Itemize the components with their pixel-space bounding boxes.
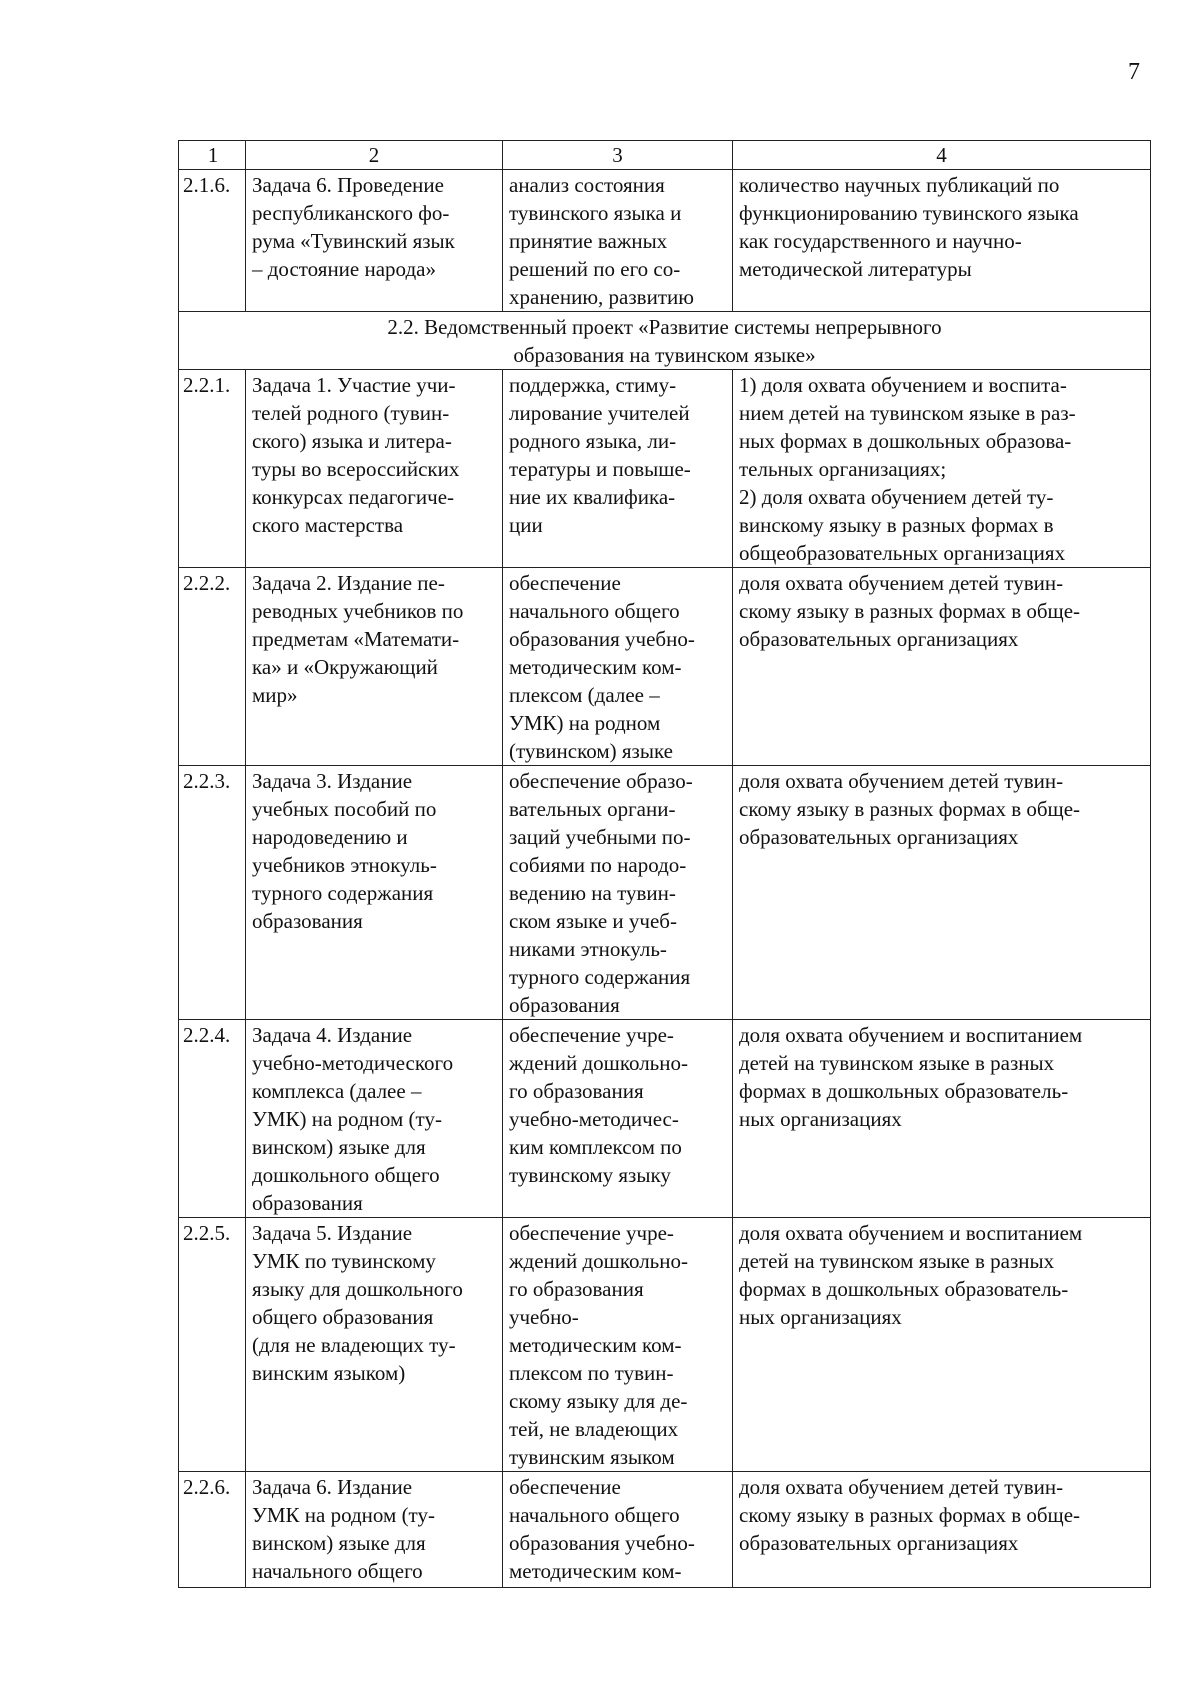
task-cell: Задача 6. Издание УМК на родном (ту- винском) языке для начального общего xyxy=(246,1472,503,1588)
table-row xyxy=(179,766,1151,1020)
table-row xyxy=(179,170,1151,312)
table-row xyxy=(179,370,1151,568)
row-number: 2.2.5. xyxy=(179,1218,246,1472)
task-cell: Задача 2. Издание пе- реводных учебников по предметам «Математи- ка» и «Окружающий мир» xyxy=(246,568,503,766)
result-cell: обеспечение учре- ждений дошкольно- го образования учебно-методичес- ким комплексом по тувинскому языку xyxy=(503,1020,733,1218)
result-cell: обеспечение образо- вательных органи- заций учебными по- собиями по народо- ведению на тувин- ском языке и учеб- никами этнокуль- турного содержания образования xyxy=(503,766,733,1020)
result-cell: обеспечение начального общего образования учебно- методическим ком- xyxy=(503,1472,733,1588)
task-cell: Задача 3. Издание учебных пособий по народоведению и учебников этнокуль- турного содержания образования xyxy=(246,766,503,1020)
result-cell: поддержка, стиму- лирование учителей родного языка, ли- тературы и повыше- ние их квалифика- ции xyxy=(503,370,733,568)
indicator-cell: 1) доля охвата обучением и воспита- нием детей на тувинском языке в раз- ных формах в дошкольных образова- тельных организациях; 2) доля охвата обучением детей ту- винскому языку в разных формах в общеобразовательных организациях xyxy=(733,370,1151,568)
row-number: 2.2.1. xyxy=(179,370,246,568)
section-row xyxy=(179,312,1151,370)
indicator-cell: количество научных публикаций по функционированию тувинского языка как государственного и научно- методической литературы xyxy=(733,170,1151,312)
task-cell: Задача 1. Участие учи- телей родного (тувин- ского) языка и литера- туры во всероссийских конкурсах педагогиче- ского мастерства xyxy=(246,370,503,568)
section-title: 2.2. Ведомственный проект «Развитие системы непрерывного образования на тувинском языке» xyxy=(179,312,1151,370)
indicator-cell: доля охвата обучением и воспитанием детей на тувинском языке в разных формах в дошкольных образователь- ных организациях xyxy=(733,1020,1151,1218)
row-number: 2.2.4. xyxy=(179,1020,246,1218)
header-cell-3: 3 xyxy=(503,141,733,170)
header-cell-2: 2 xyxy=(246,141,503,170)
table-row xyxy=(179,1218,1151,1472)
result-cell: анализ состояния тувинского языка и принятие важных решений по его со- хранению, развитию xyxy=(503,170,733,312)
indicator-cell: доля охвата обучением и воспитанием детей на тувинском языке в разных формах в дошкольных образователь- ных организациях xyxy=(733,1218,1151,1472)
table-header-row xyxy=(179,141,1151,170)
table-row xyxy=(179,1472,1151,1588)
header-cell-4: 4 xyxy=(733,141,1151,170)
page-number: 7 xyxy=(1128,59,1140,85)
task-cell: Задача 4. Издание учебно-методического комплекса (далее – УМК) на родном (ту- винском) языке для дошкольного общего образования xyxy=(246,1020,503,1218)
result-cell: обеспечение начального общего образования учебно- методическим ком- плексом (далее – УМК) на родном (тувинском) языке xyxy=(503,568,733,766)
indicator-cell: доля охвата обучением детей тувин- скому языку в разных формах в обще- образовательных организациях xyxy=(733,766,1151,1020)
table-row xyxy=(179,568,1151,766)
task-cell: Задача 6. Проведение республиканского фо- рума «Тувинский язык – достояние народа» xyxy=(246,170,503,312)
result-cell: обеспечение учре- ждений дошкольно- го образования учебно- методическим ком- плексом по тувин- скому языку для де- тей, не владеющих тувинским языком xyxy=(503,1218,733,1472)
task-cell: Задача 5. Издание УМК по тувинскому языку для дошкольного общего образования (для не владеющих ту- винским языком) xyxy=(246,1218,503,1472)
table-row xyxy=(179,1020,1151,1218)
row-number: 2.2.2. xyxy=(179,568,246,766)
indicator-cell: доля охвата обучением детей тувин- скому языку в разных формах в обще- образовательных организациях xyxy=(733,568,1151,766)
indicator-cell: доля охвата обучением детей тувин- скому языку в разных формах в обще- образовательных организациях xyxy=(733,1472,1151,1588)
row-number: 2.2.6. xyxy=(179,1472,246,1588)
row-number: 2.2.3. xyxy=(179,766,246,1020)
row-number: 2.1.6. xyxy=(179,170,246,312)
header-cell-1: 1 xyxy=(179,141,246,170)
program-table xyxy=(178,140,1151,1588)
